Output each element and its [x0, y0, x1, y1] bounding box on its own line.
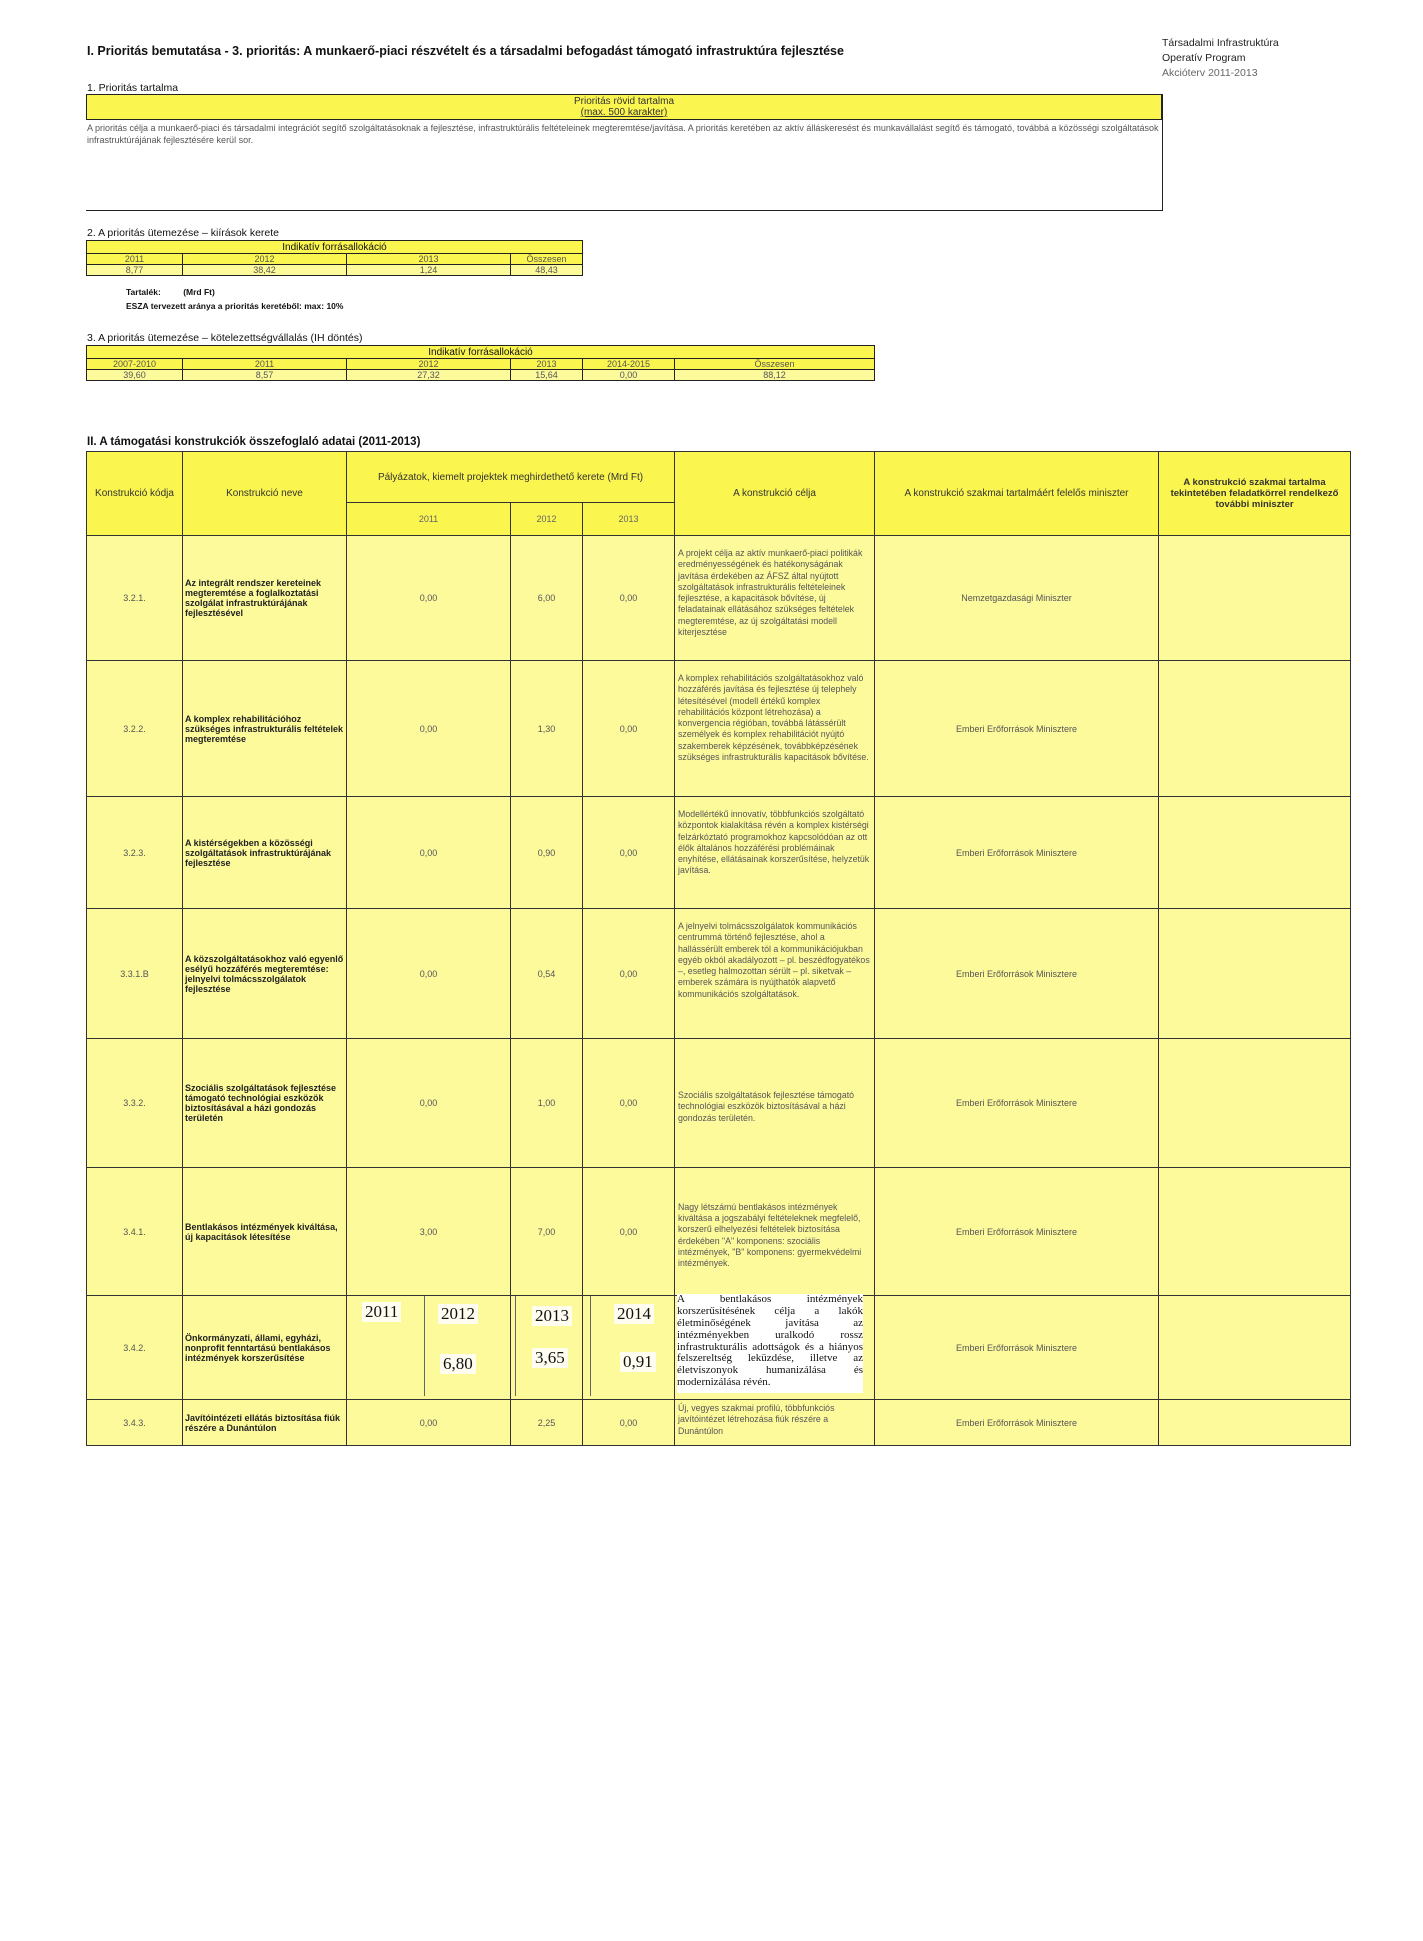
- row-code: 3.3.1.B: [87, 909, 183, 1039]
- overlay-value-2013: 3,65: [532, 1348, 568, 1368]
- overlay-year-2011: 2011: [362, 1302, 401, 1322]
- section3-heading: 3. A prioritás ütemezése – kötelezettségvállalás (IH döntés): [87, 332, 363, 344]
- commit-col-2012: 2012: [347, 359, 511, 370]
- row-goal: A projekt célja az aktív munkaerő-piaci politikák eredményességének és hatékonyságának javítása érdekében az ÁFSZ által nyújtott szolgáltatások infrastrukturális feltételeinek fejlesztése, a kapacitások bővítése, új feladatainak ellátásához szükséges feltételek megteremtése, az új szolgáltatási modell kiterjesztése: [675, 536, 875, 661]
- overlay-divider: [515, 1296, 516, 1396]
- row-minister: Emberi Erőforrások Minisztere: [875, 797, 1159, 909]
- row-minister: Emberi Erőforrások Minisztere: [875, 1296, 1159, 1400]
- call-col-2013: 2013: [347, 254, 511, 265]
- row-2012: 1,30: [511, 661, 583, 797]
- row-minister: Emberi Erőforrások Minisztere: [875, 1168, 1159, 1296]
- table-row: [87, 909, 1351, 1039]
- row-name: Az integrált rendszer kereteinek megteremtése a foglalkoztatási szolgálat infrastruktúrájának fejlesztésével: [183, 536, 347, 661]
- row-other-minister: [1159, 797, 1351, 909]
- row-2013: 0,00: [583, 797, 675, 909]
- table-row: [87, 1039, 1351, 1168]
- priority-box-title: Prioritás rövid tartalma: [573, 96, 675, 107]
- row-minister: Nemzetgazdasági Miniszter: [875, 536, 1159, 661]
- row-other-minister: [1159, 661, 1351, 797]
- row-minister: Emberi Erőforrások Minisztere: [875, 1039, 1159, 1168]
- col-header-name: Konstrukció neve: [183, 452, 347, 536]
- row-2012: 1,00: [511, 1039, 583, 1168]
- call-val-total: 48,43: [511, 265, 583, 276]
- section-ii-heading: II. A támogatási konstrukciók összefoglaló adatai (2011-2013): [87, 436, 421, 448]
- commit-val-2013: 15,64: [511, 370, 583, 381]
- row-2013: 0,00: [583, 909, 675, 1039]
- esza-note: ESZA tervezett aránya a prioritás keretéből: max: 10%: [126, 301, 344, 311]
- row-2011: 0,00: [347, 661, 511, 797]
- row-goal: A komplex rehabilitációs szolgáltatásokhoz való hozzáférés javítása és fejlesztése új telephely létesítésével (modell értékű komplex rehabilitációs központ létrehozása) a konvergencia régióban, továbbá látássérült személyek és komplex rehabilitációt nyújtó szakemberek képzésének, továbbképzésének szükséges infrastrukturális kapacitások bővítése.: [675, 661, 875, 797]
- row-minister: Emberi Erőforrások Minisztere: [875, 661, 1159, 797]
- overlay-value-2014: 0,91: [620, 1352, 656, 1372]
- overlay-divider: [424, 1296, 425, 1396]
- call-val-2011: 8,77: [87, 265, 183, 276]
- program-name-line1: Társadalmi Infrastruktúra: [1162, 37, 1279, 49]
- row-code: 3.4.1.: [87, 1168, 183, 1296]
- overlay-goal-text: A bentlakásos intézmények korszerűsítésének célja a lakók életminőségének javítása az intézményekben uralkodó rossz infrastrukturális adottságok és a hiányos felszereltség leküzdése, illetve az életviszonyok humanizálása és modernizálása révén.: [677, 1294, 863, 1393]
- commit-val-2012: 27,32: [347, 370, 511, 381]
- commit-val-2007-2010: 39,60: [87, 370, 183, 381]
- row-other-minister: [1159, 1296, 1351, 1400]
- row-name: Szociális szolgáltatások fejlesztése támogató technológiai eszközök biztosításával a házi gondozás területén: [183, 1039, 347, 1168]
- row-goal: Nagy létszámú bentlakásos intézmények kiváltása a jogszabályi feltételeknek megfelelő, korszerű elhelyezési feltételek biztosítása érdekében "A" komponens: szociális intézmények, "B" komponens: gyermekvédelmi intézmények.: [675, 1168, 875, 1296]
- row-other-minister: [1159, 909, 1351, 1039]
- col-header-2011: 2011: [347, 503, 511, 536]
- row-2012: 0,54: [511, 909, 583, 1039]
- row-code: 3.4.2.: [87, 1296, 183, 1400]
- row-goal: Szociális szolgáltatások fejlesztése támogató technológiai eszközök biztosításával a házi gondozás területén.: [675, 1039, 875, 1168]
- table-row: [87, 1168, 1351, 1296]
- priority-description: A prioritás célja a munkaerő-piaci és társadalmi integrációt segítő szolgáltatásoknak a fejlesztése, infrastruktúrális feltételeinek megteremtése/javítása. A prioritás keretében az aktív álláskeresést és munkavállalást segítő és támogató, továbbá a közösségi szolgáltatások infrastruktúrájának fejlesztésére kerül sor.: [87, 123, 1159, 145]
- row-minister: Emberi Erőforrások Minisztere: [875, 909, 1159, 1039]
- priority-content-box: [86, 94, 1163, 211]
- row-name: A kistérségekben a közösségi szolgáltatások infrastruktúrájának fejlesztése: [183, 797, 347, 909]
- row-2012: 6,00: [511, 536, 583, 661]
- priority-box-header: [86, 94, 1162, 120]
- page-title: I. Prioritás bemutatása - 3. prioritás: A munkaerő-piaci részvételt és a társadalmi befogadást támogató infrastruktúra fejlesztése: [87, 44, 844, 58]
- row-code: 3.3.2.: [87, 1039, 183, 1168]
- row-other-minister: [1159, 536, 1351, 661]
- row-goal: Modellértékű innovatív, többfunkciós szolgáltató központok kialakítása révén a komplex kistérségi felzárkóztató programokhoz kapcsolódóan az ott élők általános hozzáférési problémáinak enyhítése, ellátásainak korszerűsítése, helyzetük javítása.: [675, 797, 875, 909]
- row-name: A komplex rehabilitációhoz szükséges infrastrukturális feltételek megteremtése: [183, 661, 347, 797]
- commit-col-2013: 2013: [511, 359, 583, 370]
- col-header-minister: A konstrukció szakmai tartalmáért felelős miniszter: [875, 452, 1159, 536]
- call-col-total: Összesen: [511, 254, 583, 265]
- row-2011: 0,00: [347, 1039, 511, 1168]
- row-2012: 7,00: [511, 1168, 583, 1296]
- col-header-other-minister: A konstrukció szakmai tartalma tekintetében feladatkörrel rendelkező további miniszter: [1159, 452, 1351, 536]
- program-name-line3: Akcióterv 2011-2013: [1162, 67, 1258, 79]
- commitment-allocation-title: Indikatív forrásallokáció: [87, 346, 875, 359]
- row-name: Bentlakásos intézmények kiváltása, új kapacitások létesítése: [183, 1168, 347, 1296]
- overlay-value-2012: 6,80: [440, 1354, 476, 1374]
- commit-val-2011: 8,57: [183, 370, 347, 381]
- commit-val-2014-2015: 0,00: [583, 370, 675, 381]
- call-val-2012: 38,42: [183, 265, 347, 276]
- row-2013: 0,00: [583, 1168, 675, 1296]
- program-block: [1162, 36, 1279, 81]
- row-name: A közszolgáltatásokhoz való egyenlő esélyű hozzáférés megteremtése: jelnyelvi tolmácsszolgálatok fejlesztése: [183, 909, 347, 1039]
- row-goal: Új, vegyes szakmai profilú, többfunkciós javítóintézet létrehozása fiúk részére a Dunántúlon: [675, 1400, 875, 1446]
- commit-col-2014-2015: 2014-2015: [583, 359, 675, 370]
- row-other-minister: [1159, 1039, 1351, 1168]
- row-minister: Emberi Erőforrások Minisztere: [875, 1400, 1159, 1446]
- row-other-minister: [1159, 1400, 1351, 1446]
- row-2011: 0,00: [347, 797, 511, 909]
- row-code: 3.2.1.: [87, 536, 183, 661]
- overlay-divider: [590, 1296, 591, 1396]
- priority-box-subtitle: (max. 500 karakter): [580, 107, 668, 118]
- row-name: Javítóintézeti ellátás biztosítása fiúk részére a Dunántúlon: [183, 1400, 347, 1446]
- row-goal: A jelnyelvi tolmácsszolgálatok kommunikációs centrummá történő fejlesztése, ahol a hallássérült emberek tól a kommunikációjukban egyéb okból akadályozott – pl. beszédfogyatékos –, esetleg halmozottan sérült – pl. siketvak – emberek számára is nyújthatók alapvető kommunikációs szolgáltatások.: [675, 909, 875, 1039]
- section2-heading: 2. A prioritás ütemezése – kiírások kerete: [87, 227, 280, 239]
- reserve-line: [126, 287, 215, 297]
- call-val-2013: 1,24: [347, 265, 511, 276]
- overlay-year-2013: 2013: [532, 1306, 572, 1326]
- commit-col-total: Összesen: [675, 359, 875, 370]
- row-2011: 0,00: [347, 1400, 511, 1446]
- overlay-year-2012: 2012: [438, 1304, 478, 1324]
- table-row: [87, 661, 1351, 797]
- commit-val-total: 88,12: [675, 370, 875, 381]
- call-col-2011: 2011: [87, 254, 183, 265]
- row-2013: 0,00: [583, 661, 675, 797]
- call-col-2012: 2012: [183, 254, 347, 265]
- row-2012: 0,90: [511, 797, 583, 909]
- call-allocation-title: Indikatív forrásallokáció: [87, 241, 583, 254]
- commit-col-2007-2010: 2007-2010: [87, 359, 183, 370]
- row-2011: 3,00: [347, 1168, 511, 1296]
- row-2011: 0,00: [347, 909, 511, 1039]
- reserve-unit: (Mrd Ft): [183, 287, 215, 297]
- reserve-label: Tartalék:: [126, 287, 161, 297]
- row-2011: 0,00: [347, 536, 511, 661]
- row-code: 3.2.2.: [87, 661, 183, 797]
- table-row: [87, 536, 1351, 661]
- row-2012: 2,25: [511, 1400, 583, 1446]
- row-2013: 0,00: [583, 1039, 675, 1168]
- col-header-2012: 2012: [511, 503, 583, 536]
- col-header-2013: 2013: [583, 503, 675, 536]
- col-header-code: Konstrukció kódja: [87, 452, 183, 536]
- program-name-line2: Operatív Program: [1162, 52, 1246, 64]
- call-allocation-table: [86, 240, 583, 276]
- section1-heading: 1. Prioritás tartalma: [87, 82, 179, 94]
- row-name: Önkormányzati, állami, egyházi, nonprofit fenntartású bentlakásos intézmények korszerűsítése: [183, 1296, 347, 1400]
- table-row: [87, 1400, 1351, 1446]
- overlay-year-2014: 2014: [614, 1304, 654, 1324]
- row-code: 3.2.3.: [87, 797, 183, 909]
- row-2013: 0,00: [583, 1400, 675, 1446]
- row-other-minister: [1159, 1168, 1351, 1296]
- row-code: 3.4.3.: [87, 1400, 183, 1446]
- commitment-allocation-table: [86, 345, 875, 381]
- table-row: [87, 797, 1351, 909]
- col-header-budget: Pályázatok, kiemelt projektek meghirdethető kerete (Mrd Ft): [347, 452, 675, 503]
- commit-col-2011: 2011: [183, 359, 347, 370]
- row-2013: 0,00: [583, 536, 675, 661]
- col-header-goal: A konstrukció célja: [675, 452, 875, 536]
